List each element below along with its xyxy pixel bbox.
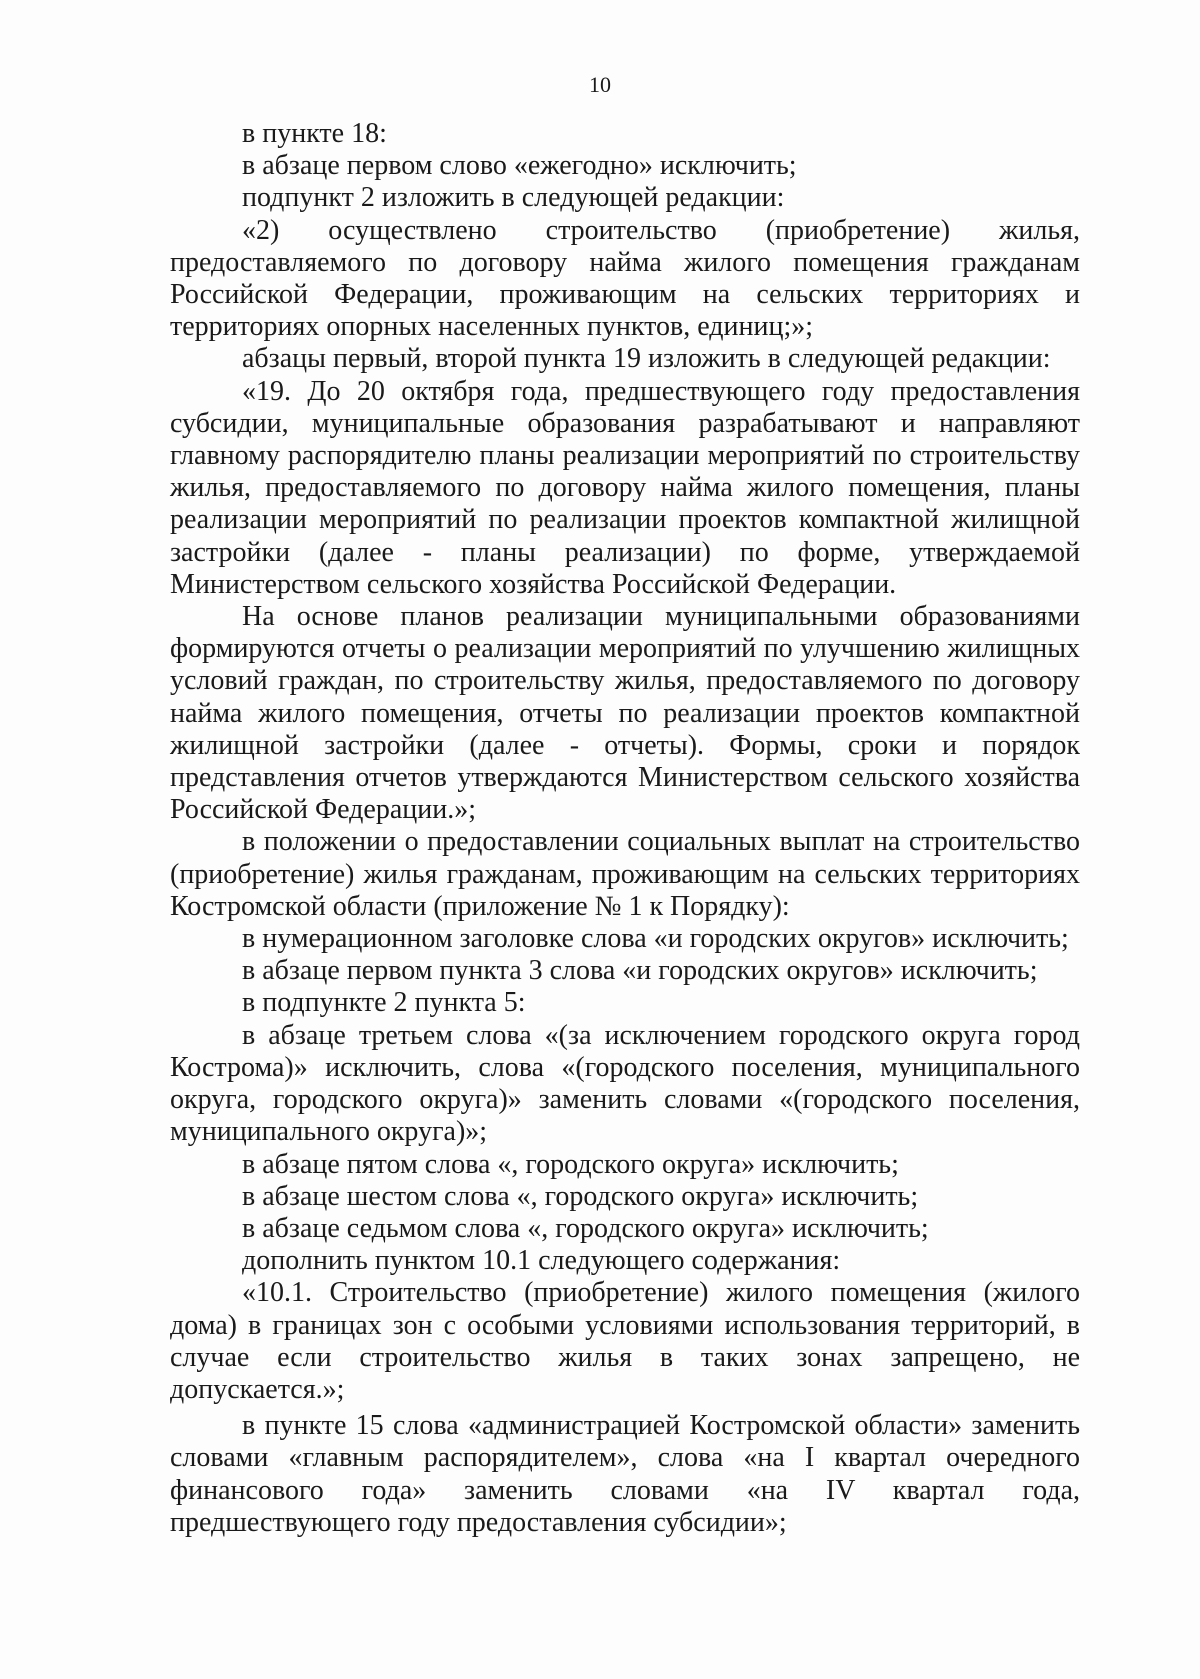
- paragraph: в нумерационном заголовке слова «и городских округов» исключить;: [242, 923, 1069, 955]
- paragraph: в абзаце шестом слова «, городского округа» исключить;: [242, 1180, 919, 1212]
- paragraph: «10.1. Строительство (приобретение) жилого помещения (жилого дома) в границах зон с особыми условиями использования территорий, в случае если строительство жилья в таких зонах запрещено, не допускается.»;: [170, 1277, 1080, 1405]
- paragraph: абзацы первый, второй пункта 19 изложить в следующей редакции:: [242, 343, 1051, 375]
- paragraph: в пункте 15 слова «администрацией Костромской области» заменить словами «главным распорядителем», слова «на I квартал очередного финансового года» заменить словами «на IV квартал года, предшествующего году предоставления субсидии»;: [170, 1410, 1080, 1538]
- paragraph: в абзаце первом пункта 3 слова «и городских округов» исключить;: [242, 955, 1038, 987]
- paragraph: в положении о предоставлении социальных выплат на строительство (приобретение) жилья гражданам, проживающим на сельских территориях Костромской области (приложение № 1 к Порядку):: [170, 826, 1080, 922]
- paragraph: дополнить пунктом 10.1 следующего содержания:: [242, 1245, 841, 1277]
- paragraph: в пункте 18:: [242, 118, 387, 149]
- paragraph: «2) осуществлено строительство (приобретение) жилья, предоставляемого по договору найма жилого помещения гражданам Российской Федерации, проживающим на сельских территориях и территориях опорных населенных пунктов, единиц;»;: [170, 214, 1080, 343]
- paragraph: «19. До 20 октября года, предшествующего году предоставления субсидии, муниципальные образования разрабатывают и направляют главному распорядителю планы реализации мероприятий по строительству жилья, предоставляемого по договору найма жилого помещения, планы реализации мероприятий по реализации проектов компактной жилищной застройки (далее - планы реализации) по форме, утверждаемой Министерством сельского хозяйства Российской Федерации.: [170, 375, 1080, 600]
- paragraph: в абзаце первом слово «ежегодно» исключить;: [242, 150, 797, 182]
- paragraph: в подпункте 2 пункта 5:: [242, 987, 526, 1019]
- paragraph: в абзаце третьем слова «(за исключением городского округа город Кострома)» исключить, слова «(городского поселения, муниципального округа, городского округа)» заменить словами «(городского поселения, муниципального округа)»;: [170, 1019, 1080, 1148]
- paragraph: На основе планов реализации муниципальными образованиями формируются отчеты о реализации мероприятий по улучшению жилищных условий граждан, по строительству жилья, предоставляемого по договору найма жилого помещения, отчеты по реализации проектов компактной жилищной застройки (далее - отчеты). Формы, сроки и порядок представления отчетов утверждаются Министерством сельского хозяйства Российской Федерации.»;: [170, 601, 1080, 826]
- document-body: [170, 118, 1080, 1539]
- page-number: 10: [589, 72, 611, 97]
- paragraph: в абзаце седьмом слова «, городского округа» исключить;: [242, 1212, 929, 1244]
- paragraph: в абзаце пятом слова «, городского округа» исключить;: [242, 1148, 899, 1180]
- paragraph: подпункт 2 изложить в следующей редакции:: [242, 182, 785, 214]
